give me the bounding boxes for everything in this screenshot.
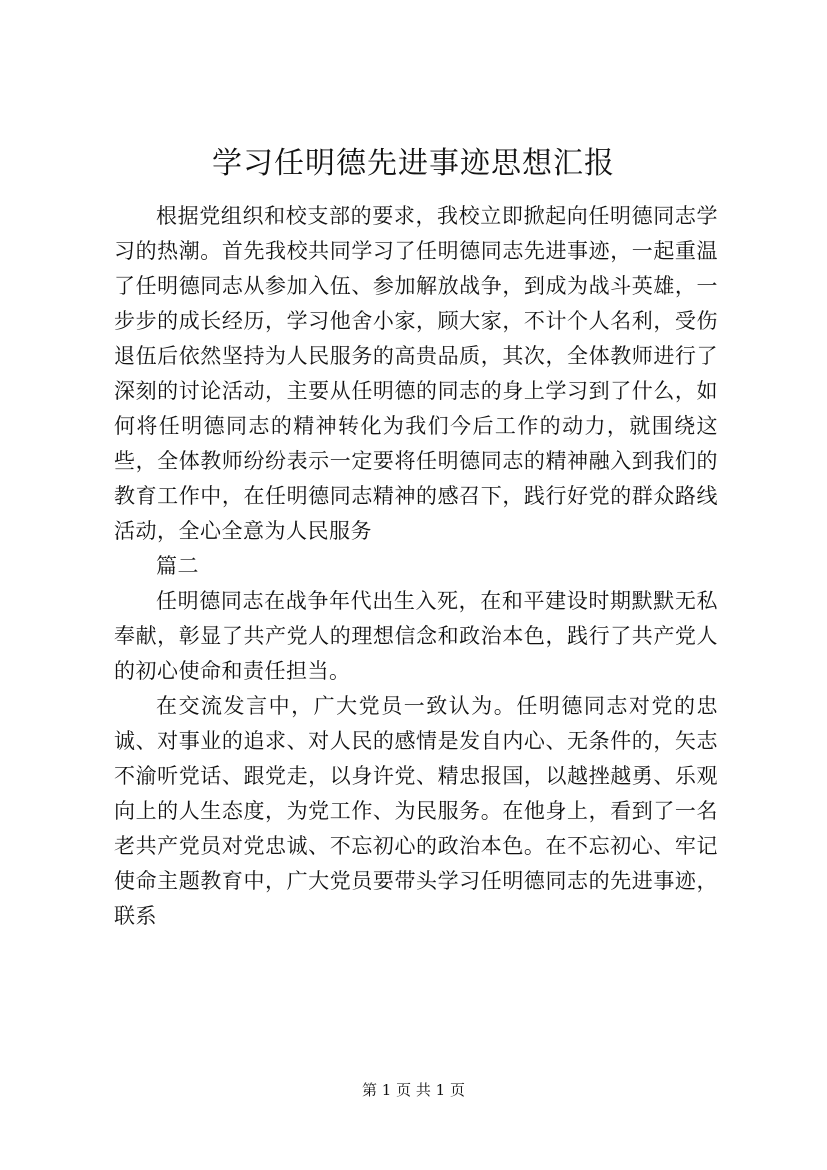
section-heading: 篇二: [156, 554, 199, 578]
document-title: 学习任明德先进事迹思想汇报: [212, 146, 615, 181]
paragraph-1: 根据党组织和校支部的要求，我校立即掀起向任明德同志学习的热潮。首先我校共同学习了任明德同志先进事迹，一起重温了任明德同志从参加入伍、参加解放战争，到成为战斗英雄，一步步的成长经历，学习他舍小家，顾大家，不计个人名利，受伤退伍后依然坚持为人民服务的高贵品质，其次，全体教师进行了深刻的讨论活动，主要从任明德的同志的身上学习到了什么，如何将任明德同志的精神转化为我们今后工作的动力，就围绕这些，全体教师纷纷表示一定要将任明德同志的精神融入到我们的教育工作中，在任明德同志精神的感召下，践行好党的群众路线活动，全心全意为人民服务: [114, 204, 718, 543]
document-body: [114, 199, 718, 934]
paragraph-2: 任明德同志在战争年代出生入死，在和平建设时期默默无私奉献，彰显了共产党人的理想信念和政治本色，践行了共产党人的初心使命和责任担当。: [114, 589, 718, 683]
paragraph-3: 在交流发言中，广大党员一致认为。任明德同志对党的忠诚、对事业的追求、对人民的感情是发自内心、无条件的，矢志不渝听党话、跟党走，以身许党、精忠报国，以越挫越勇、乐观向上的人生态度，为党工作、为民服务。在他身上，看到了一名老共产党员对党忠诚、不忘初心的政治本色。在不忘初心、牢记使命主题教育中，广大党员要带头学习任明德同志的先进事迹，联系: [114, 694, 718, 928]
page-footer: 第 1 页 共 1 页: [362, 1081, 465, 1099]
